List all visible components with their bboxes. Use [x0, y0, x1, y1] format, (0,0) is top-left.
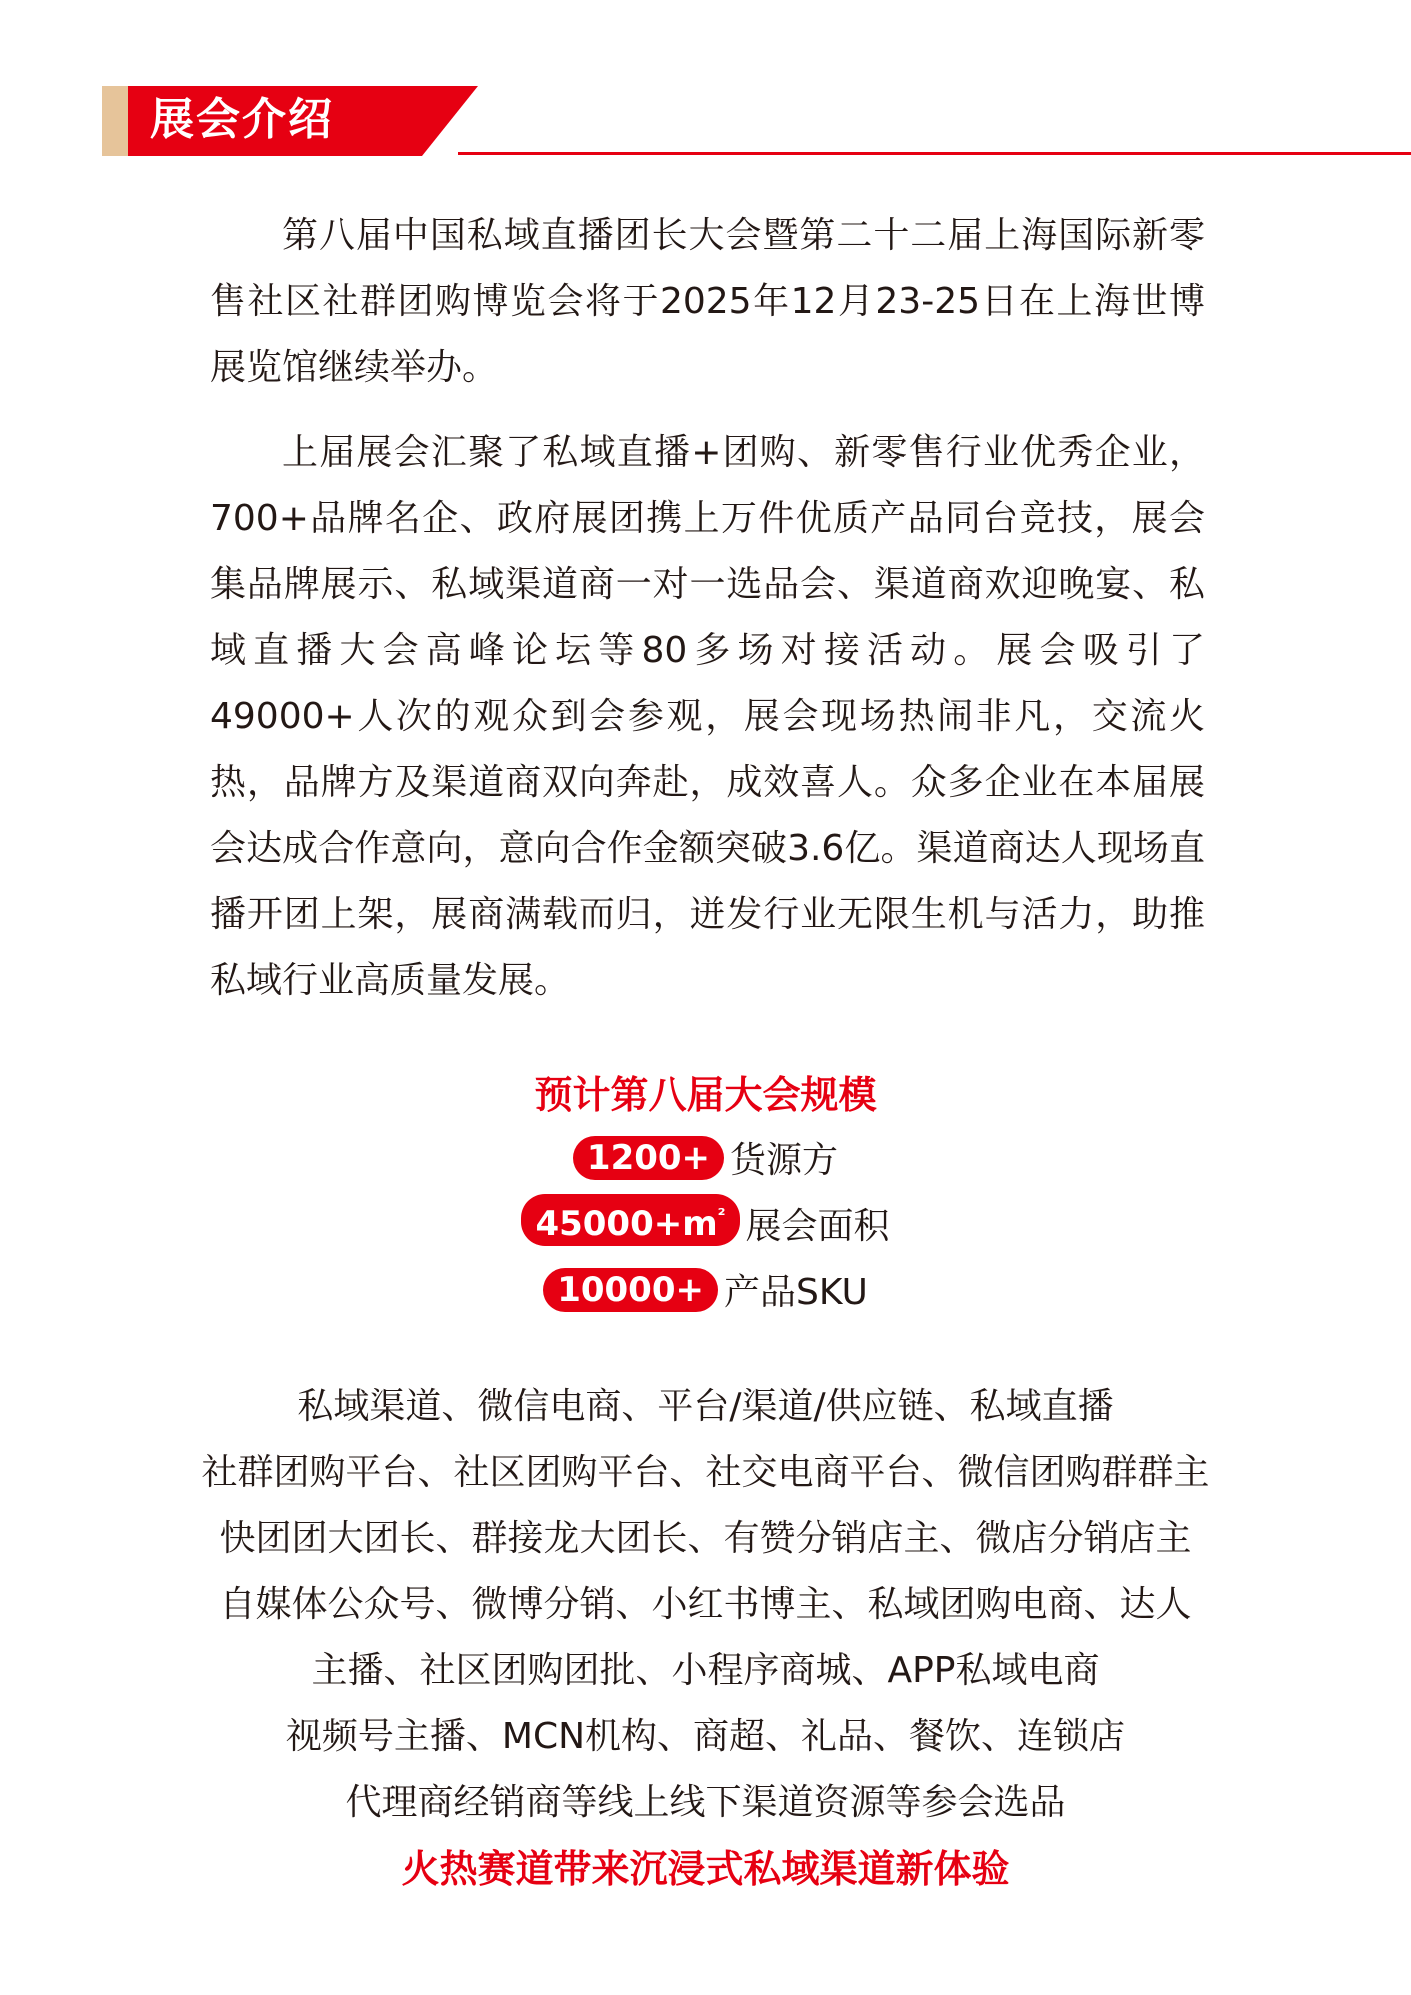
scale-value-badge: 1200+	[573, 1136, 724, 1180]
scale-label: 展会面积	[745, 1206, 890, 1247]
channel-line: 快团团大团长、群接龙大团长、有赞分销店主、微店分销店主	[219, 1518, 1192, 1559]
scale-item-area	[0, 1194, 1411, 1260]
channel-line: 自媒体公众号、微博分销、小红书博主、私域团购电商、达人	[219, 1584, 1192, 1625]
scale-value-badge	[521, 1194, 739, 1246]
intro-paragraph-2: 上届展会汇聚了私域直播+团购、新零售行业优秀企业，700+品牌名企、政府展团携上万件优质产品同台竞技，展会集品牌展示、私域渠道商一对一选品会、渠道商欢迎晚宴、私域直播大会高峰论坛等80多场对接活动。展会吸引了49000+人次的观众到会参观，展会现场热闹非凡，交流火热，品牌方及渠道商双向奔赴，成效喜人。众多企业在本届展会达成合作意向，意向合作金额突破3.6亿。渠道商达人现场直播开团上架，展商满载而归，迸发行业无限生机与活力，助推私域行业高质量发展。	[210, 432, 1205, 1001]
intro-paragraph-1-container	[210, 203, 1205, 401]
intro-paragraph-1: 第八届中国私域直播团长大会暨第二十二届上海国际新零售社区社群团购博览会将于2025年12月23-25日在上海世博展览馆继续举办。	[210, 215, 1205, 388]
scale-value-badge: 10000+	[543, 1268, 718, 1312]
scale-title: 预计第八届大会规模	[534, 1073, 877, 1117]
channel-line: 代理商经销商等线上线下渠道资源等参会选品	[345, 1782, 1066, 1823]
channels-section	[0, 1374, 1411, 1902]
scale-section	[0, 1062, 1411, 1326]
section-header	[102, 86, 1322, 156]
section-title: 展会介绍	[150, 94, 334, 145]
scale-item-suppliers	[0, 1128, 1411, 1194]
scale-value: 45000+m	[535, 1204, 718, 1244]
scale-unit-superscript: ²	[717, 1205, 726, 1226]
scale-item-sku	[0, 1260, 1411, 1326]
scale-label: 货源方	[730, 1140, 839, 1181]
channel-line: 社群团购平台、社区团购平台、社交电商平台、微信团购群群主	[201, 1452, 1210, 1493]
channel-line: 私域渠道、微信电商、平台/渠道/供应链、私域直播	[297, 1386, 1114, 1427]
header-underline	[458, 152, 1411, 155]
channel-line: 主播、社区团购团批、小程序商城、APP私域电商	[311, 1650, 1100, 1691]
channels-highlight: 火热赛道带来沉浸式私域渠道新体验	[401, 1847, 1010, 1891]
header-gold-bar	[102, 86, 128, 156]
scale-label: 产品SKU	[723, 1272, 868, 1313]
intro-paragraph-2-container	[210, 420, 1205, 1014]
channel-line: 视频号主播、MCN机构、商超、礼品、餐饮、连锁店	[285, 1716, 1126, 1757]
